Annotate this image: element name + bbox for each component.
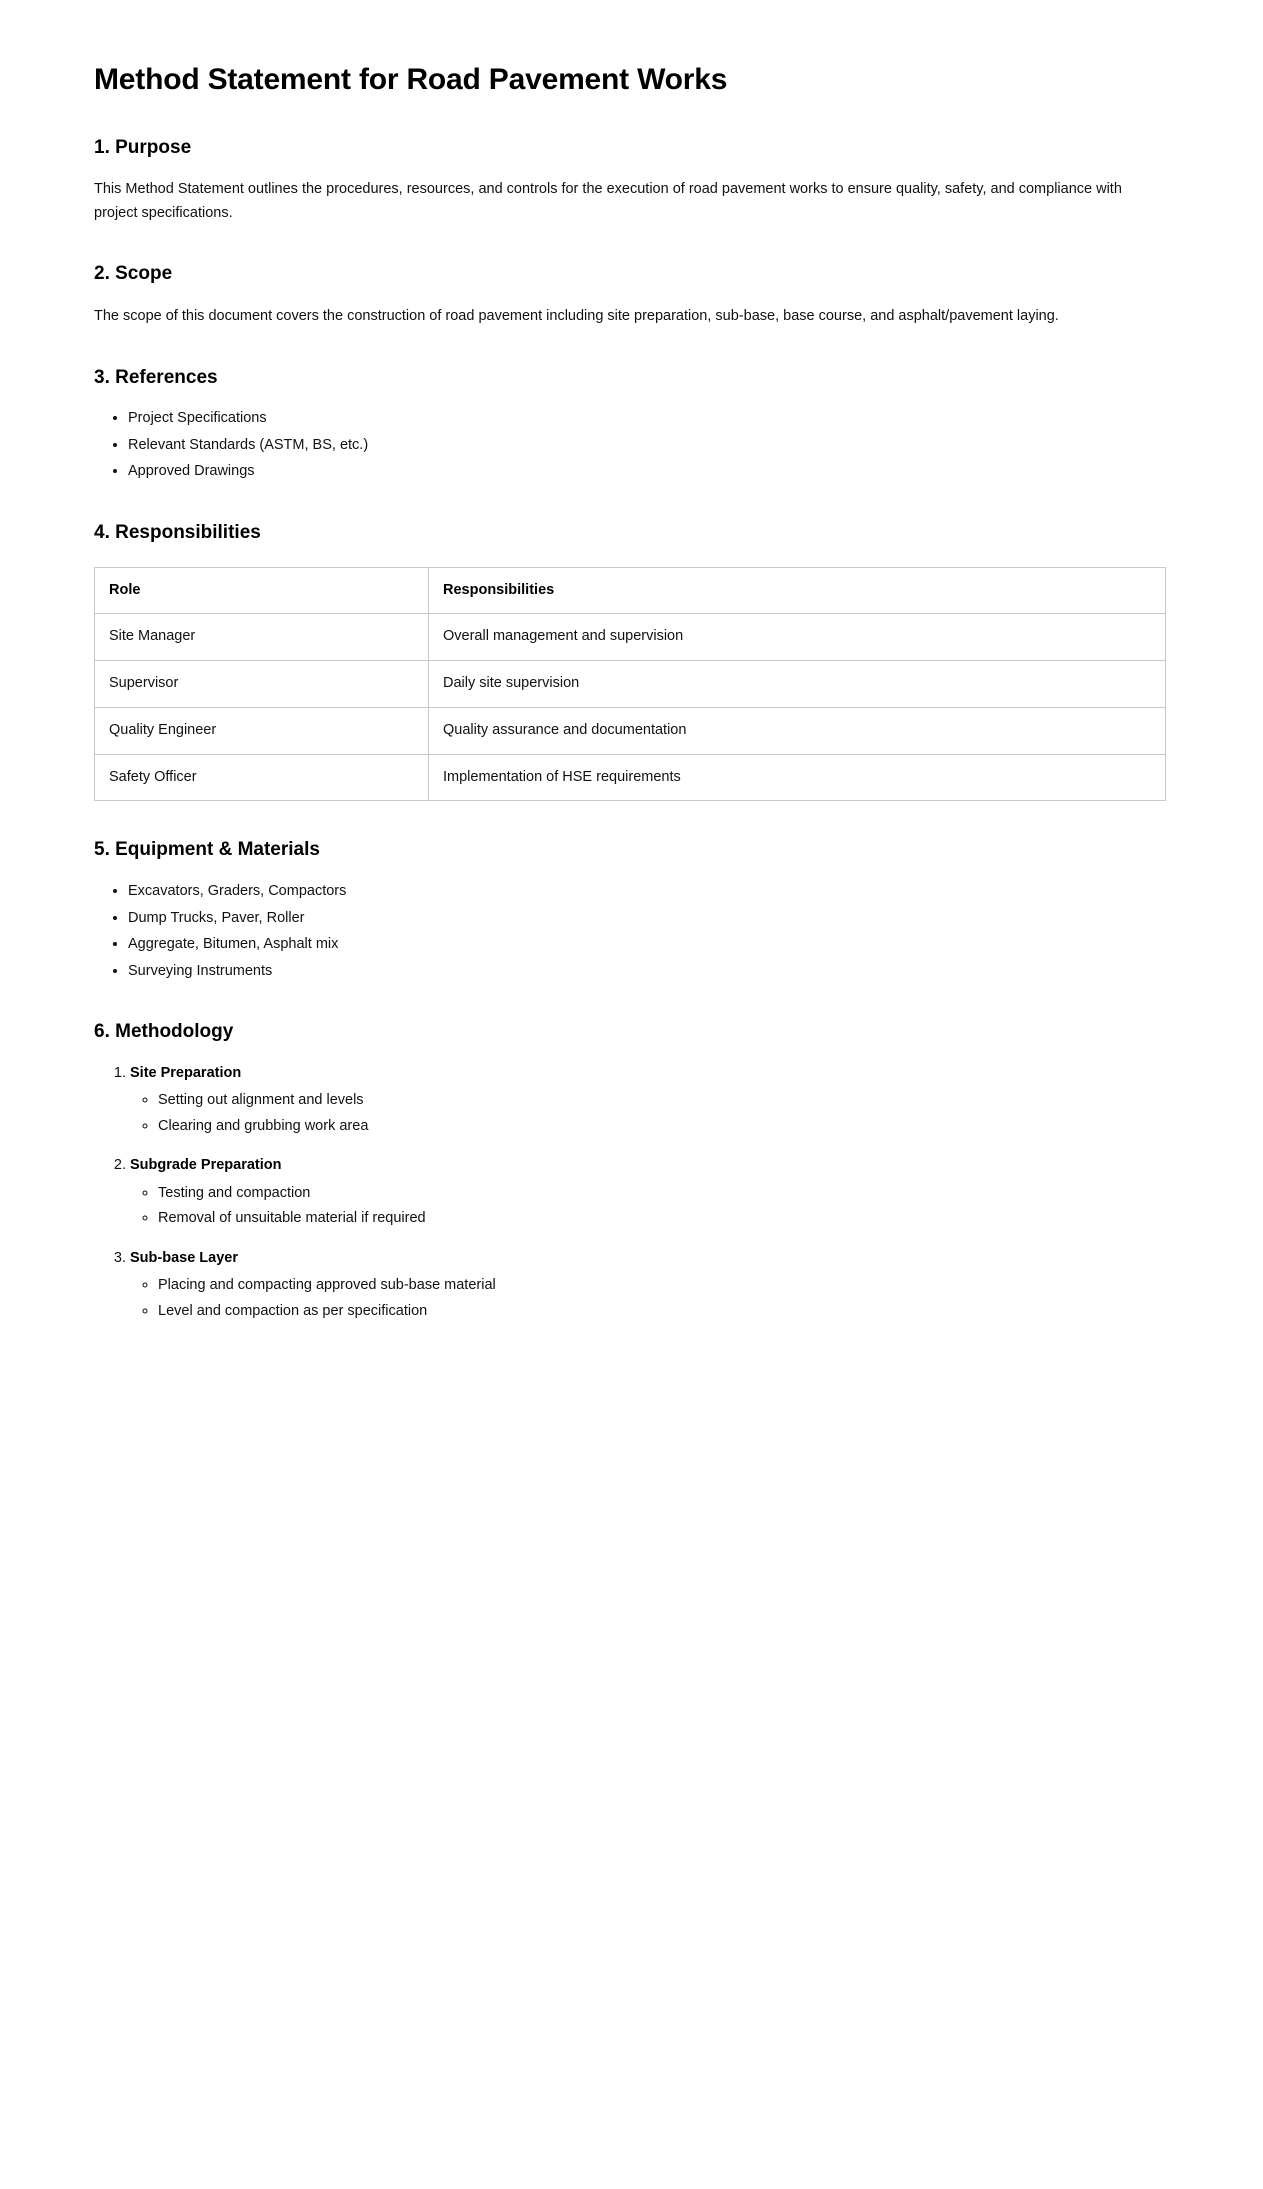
- list-item: ◦ Removal of unsuitable material if required: [158, 1207, 1169, 1230]
- section-heading-equipment: 5. Equipment & Materials: [94, 839, 320, 861]
- table-body: [95, 614, 1166, 801]
- table-cell-role: Safety Officer: [95, 754, 429, 801]
- list-item: • Excavators, Graders, Compactors: [128, 880, 1169, 903]
- list-item: • Surveying Instruments: [128, 960, 1169, 983]
- table-header-row: [95, 567, 1166, 614]
- section-heading-references: 3. References: [94, 366, 218, 388]
- list-item: • Dump Trucks, Paver, Roller: [128, 907, 1169, 930]
- list-item: • Project Specifications: [128, 407, 1169, 430]
- table-row: [95, 614, 1166, 661]
- table-cell-role: Site Manager: [95, 614, 429, 661]
- list-item: • Relevant Standards (ASTM, BS, etc.): [128, 434, 1169, 457]
- list-item: ◦ Testing and compaction: [158, 1182, 1169, 1205]
- list-item: • Aggregate, Bitumen, Asphalt mix: [128, 933, 1169, 956]
- methodology-list: [94, 1062, 1169, 1323]
- list-item: [130, 1062, 1169, 1138]
- table-cell-role: Supervisor: [95, 661, 429, 708]
- step-detail-list: [130, 1182, 1169, 1231]
- section-heading-methodology: 6. Methodology: [94, 1021, 234, 1043]
- equipment-list: [94, 880, 1169, 983]
- step-detail-list: [130, 1089, 1169, 1138]
- list-item: • Approved Drawings: [128, 460, 1169, 483]
- scope-paragraph: The scope of this document covers the construction of road pavement including site preparation, sub-base, base course, and asphalt/pavement laying.: [94, 308, 1059, 325]
- table-row: [95, 707, 1166, 754]
- table-cell-responsibility: Daily site supervision: [429, 661, 1166, 708]
- purpose-paragraph: This Method Statement outlines the procedures, resources, and controls for the execution of road pavement works to ensure quality, safety, and compliance with project specifications.: [94, 181, 1122, 221]
- references-list: [94, 407, 1169, 483]
- step-title: Sub-base Layer: [130, 1249, 238, 1266]
- column-header-responsibilities: Responsibilities: [429, 567, 1166, 614]
- list-item: ◦ Setting out alignment and levels: [158, 1089, 1169, 1112]
- table-cell-responsibility: Implementation of HSE requirements: [429, 754, 1166, 801]
- table-cell-responsibility: Quality assurance and documentation: [429, 707, 1166, 754]
- step-detail-list: [130, 1274, 1169, 1323]
- responsibilities-table: [94, 567, 1166, 802]
- column-header-role: Role: [95, 567, 429, 614]
- list-item: [130, 1154, 1169, 1230]
- table-row: [95, 754, 1166, 801]
- page-title: Method Statement for Road Pavement Works: [94, 63, 728, 96]
- section-heading-scope: 2. Scope: [94, 263, 173, 285]
- section-heading-purpose: 1. Purpose: [94, 136, 192, 158]
- table-row: [95, 661, 1166, 708]
- list-item: [130, 1247, 1169, 1323]
- section-heading-responsibilities: 4. Responsibilities: [94, 521, 261, 543]
- step-title: Site Preparation: [130, 1064, 242, 1081]
- list-item: ◦ Placing and compacting approved sub-base material: [158, 1274, 1169, 1297]
- table-header: [95, 567, 1166, 614]
- list-item: ◦ Clearing and grubbing work area: [158, 1115, 1169, 1138]
- step-title: Subgrade Preparation: [130, 1157, 282, 1174]
- table-cell-responsibility: Overall management and supervision: [429, 614, 1166, 661]
- table-cell-role: Quality Engineer: [95, 707, 429, 754]
- list-item: ◦ Level and compaction as per specification: [158, 1300, 1169, 1323]
